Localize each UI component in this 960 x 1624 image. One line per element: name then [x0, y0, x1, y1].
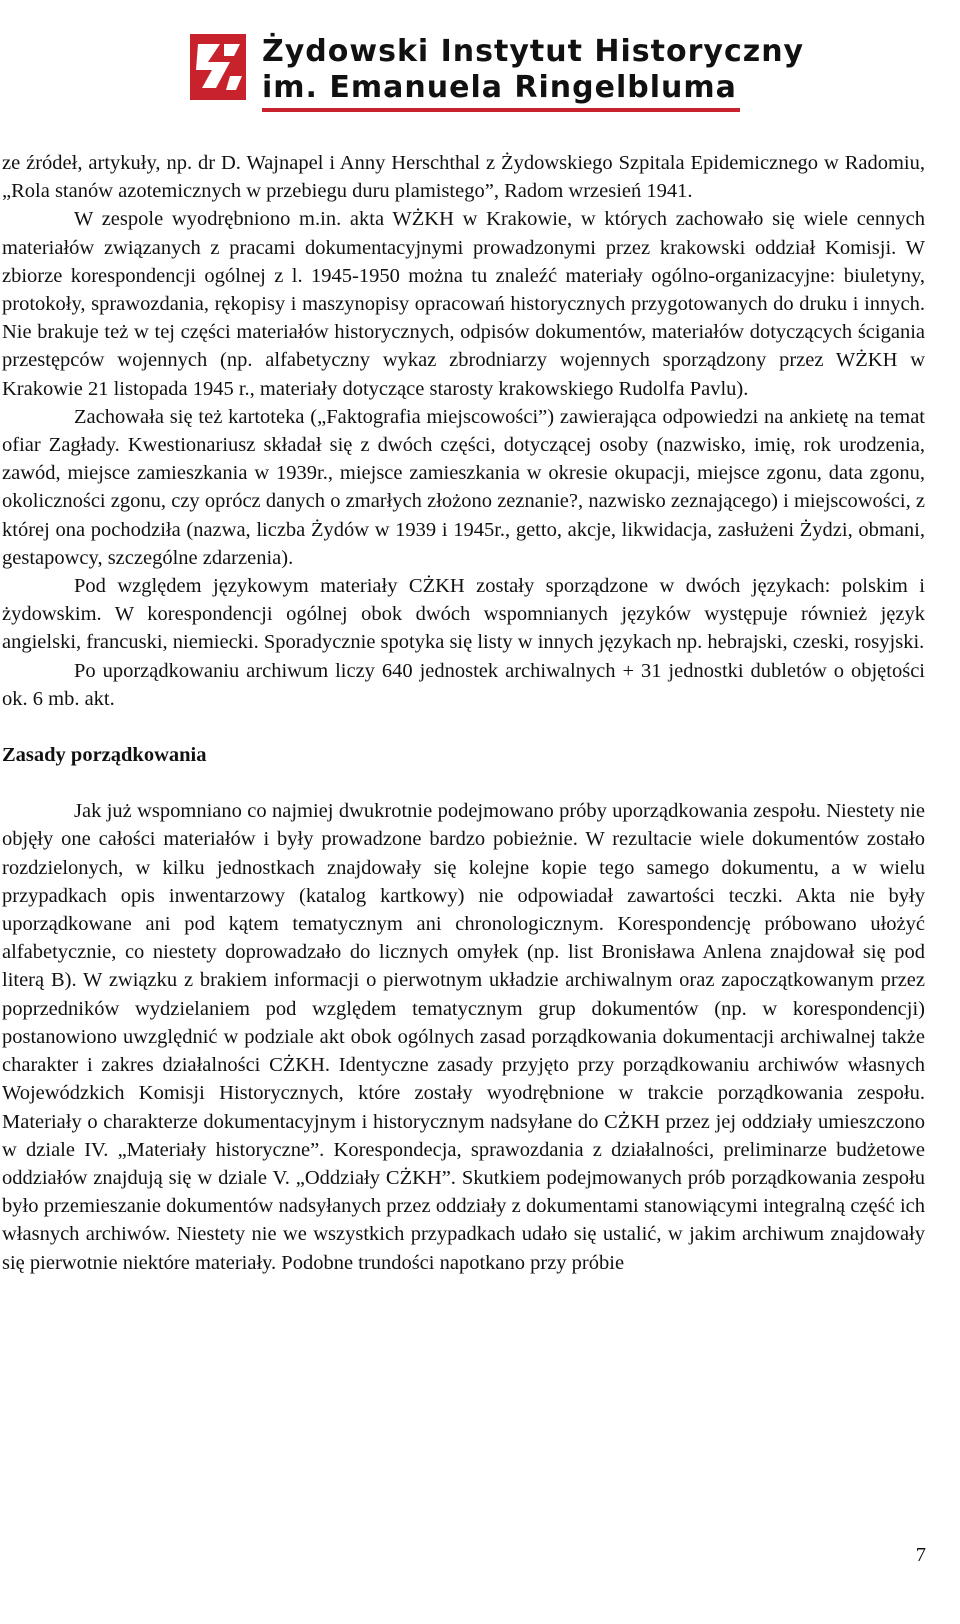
paragraph-1: ze źródeł, artykuły, np. dr D. Wajnapel i Anny Herschthal z Żydowskiego Szpitala Epidemicznego w Radomiu, „Rola stanów azotemicznych w przebiegu duru plamistego”, Radom wrzesień 1941.: [2, 152, 925, 203]
institute-name-line1: Żydowski Instytut Historyczny: [262, 34, 805, 69]
institute-name: [262, 34, 804, 106]
paragraph-5: Po uporządkowaniu archiwum liczy 640 jednostek archiwalnych + 31 jednostki dubletów o objętości ok. 6 mb. akt.: [2, 659, 925, 710]
header-rule: [262, 108, 740, 112]
paragraph-4: Pod względem językowym materiały CŻKH zostały sporządzone w dwóch językach: polskim i żydowskim. W korespondencji ogólnej obok dwóch wspomnianych języków występuje również język angielski, francuski, niemiecki. Sporadycznie spotyka się listy w innych językach np. hebrajski, czeski, rosyjski.: [2, 575, 925, 654]
page-number: 7: [915, 1544, 926, 1566]
paragraph-3: Zachowała się też kartoteka („Faktografia miejscowości”) zawierająca odpowiedzi na ankietę na temat ofiar Zagłady. Kwestionariusz składał się z dwóch części, dotyczącej osoby (nazwisko, imię, rok urodzenia, zawód, miejsce zamieszkania w 1939r., miejsce zamieszkania w okresie okupacji, miejsce zgonu, data zgonu, okoliczności zgonu, czy oprócz danych o zmarłych złożono zeznanie?, nazwisko zeznającego) i miejscowości, z której ona pochodziła (nazwa, liczba Żydów w 1939 i 1945r., getto, akcje, likwidacja, zasłużeni Żydzi, obmani, gestapowcy, szczególne zdarzenia).: [2, 405, 925, 569]
institute-name-line2: im. Emanuela Ringelbluma: [262, 70, 737, 105]
institute-header: [190, 32, 805, 120]
institute-logo-icon: [190, 32, 250, 114]
paragraph-2: W zespole wyodrębniono m.in. akta WŻKH w Krakowie, w których zachowało się wiele cennych materiałów związanych z pracami dokumentacyjnymi prowadzonymi przez krakowski oddział Komisji. W zbiorze korespondencji ogólnej z l. 1945-1950 można tu znaleźć materiały ogólno-organizacyjne: biuletyny, protokoły, sprawozdania, rękopisy i maszynopisy opracowań historycznych przygotowanych do druku i innych. Nie brakuje też w tej części materiałów historycznych, odpisów dokumentów, materiałów dotyczących ścigania przestępców wojennych (np. alfabetyczny wykaz zbrodniarzy wojennych sporządzony przez WŻKH w Krakowie 21 listopada 1945 r., materiały dotyczące starosty krakowskiego Rudolfa Pavlu).: [2, 208, 925, 400]
section-heading: Zasady porządkowania: [2, 744, 207, 767]
section-paragraph: Jak już wspomniano co najmiej dwukrotnie podejmowano próby uporządkowania zespołu. Niestety nie objęły one całości materiałów i były prowadzone bardzo pobieżnie. W rezultacie wiele dokumentów zostało rozdzielonych, w kilku jednostkach znajdowały się kolejne kopie tego samego dokumentu, a w wielu przypadkach opis inwentarzowy (katalog kartkowy) nie odpowiadał zawartości teczki. Akta nie były uporządkowane ani pod kątem tematycznym ani chronologicznym. Korespondencję próbowano ułożyć alfabetycznie, co niestety doprowadzało do licznych omyłek (np. list Bronisława Anlena znajdował się pod literą B). W związku z brakiem informacji o pierwotnym układzie archiwalnym oraz zapoczątkowanym przez poprzedników wydzielaniem pod względem tematycznym grup dokumentów (np. w korespondencji) postanowiono uwzględnić w podziale akt obok ogólnych zasad porządkowania dokumentacji archiwalnej także charakter i zakres działalności CŻKH. Identyczne zasady przyjęto przy porządkowaniu archiwów własnych Wojewódzkich Komisji Historycznych, które zostały wyodrębnione w trakcie porządkowania zespołu. Materiały o charakterze dokumentacyjnym i historycznym nadsyłane do CŻKH przez jej oddziały umieszczono w dziale IV. „Materiały historyczne”. Korespondecja, sprawozdania z działalności, preliminarze budżetowe oddziałów znajdują się w dziale V. „Oddziały CŻKH”. Skutkiem podejmowanych prób porządkowania zespołu było przemieszanie dokumentów nadsyłanych przez oddziały z dokumentami stanowiącymi integralną część ich własnych archiwów. Niestety nie we wszystkich przypadkach udało się ustalić, w jakim archiwum znajdowały się pierwotnie niektóre materiały. Podobne trundości napotkano przy próbie: [2, 800, 925, 1274]
document-body: [2, 149, 925, 1277]
